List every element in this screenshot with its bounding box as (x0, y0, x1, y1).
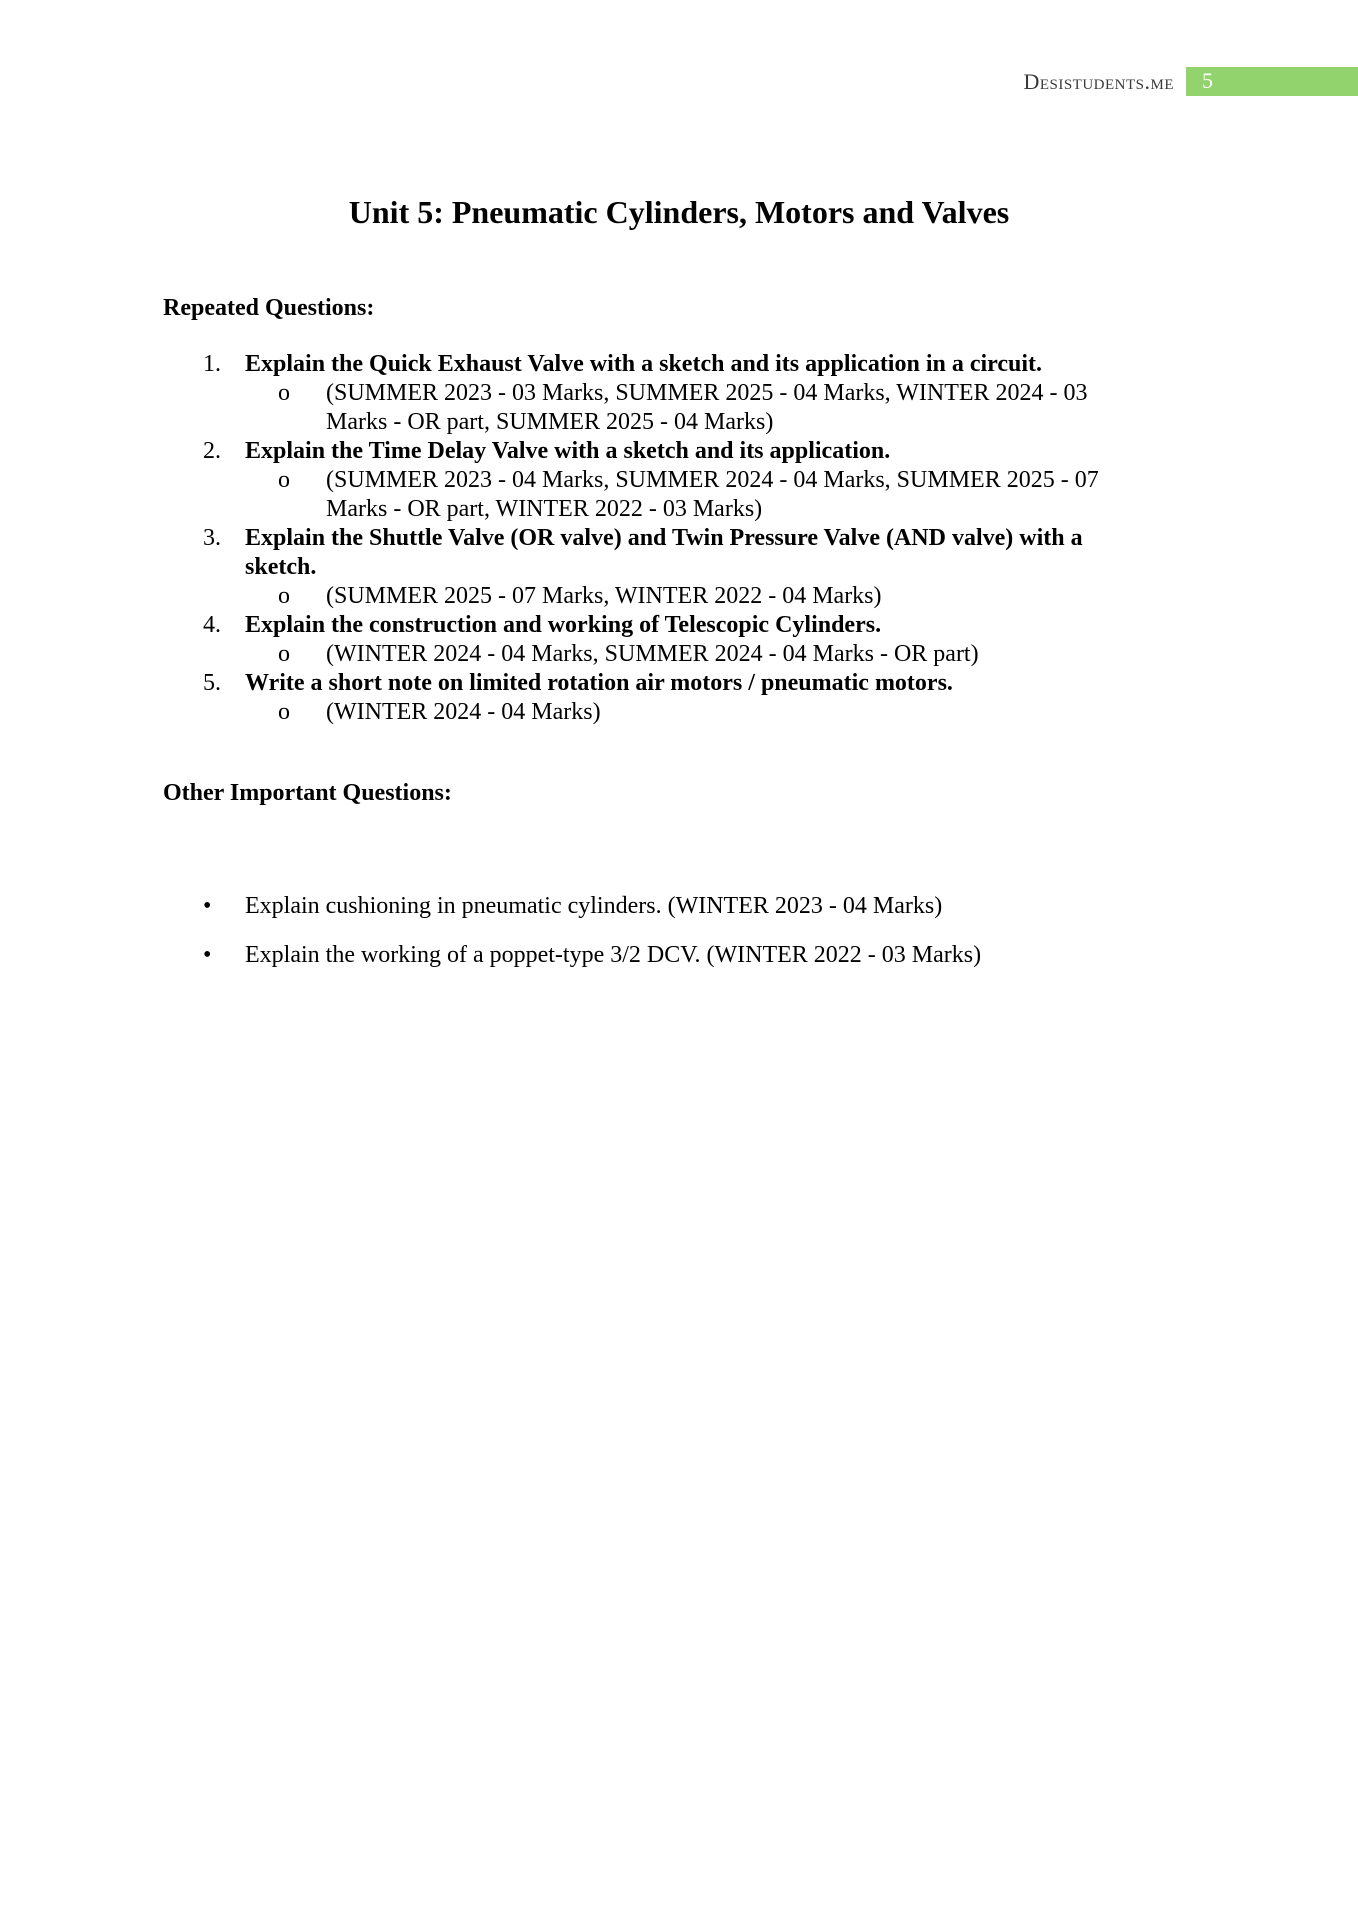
list-item (163, 941, 1163, 970)
marks-text: (SUMMER 2023 - 04 Marks, SUMMER 2024 - 04 Marks, SUMMER 2025 - 07 Marks - OR part, WINTER 2022 - 03 Marks) (326, 467, 1099, 522)
page-number-badge (1186, 67, 1358, 96)
question-marks (245, 379, 1128, 437)
question-number: 2. (203, 438, 221, 464)
marks-text: (SUMMER 2023 - 03 Marks, SUMMER 2025 - 04 Marks, WINTER 2024 - 03 Marks - OR part, SUMMER 2025 - 04 Marks) (326, 380, 1088, 435)
question-number: 1. (203, 351, 221, 377)
question-marks (245, 466, 1128, 524)
question-marks (245, 640, 1128, 669)
question-number: 3. (203, 525, 221, 551)
page-title: Unit 5: Pneumatic Cylinders, Motors and Valves (348, 194, 1010, 230)
question-marks (245, 698, 1128, 727)
marks-bullet: o (278, 699, 290, 725)
page-number: 5 (1202, 68, 1213, 93)
question-text: Explain the Time Delay Valve with a sketch and its application. (245, 438, 891, 464)
question-item (163, 350, 1163, 437)
other-questions-heading: Other Important Questions: (163, 780, 452, 806)
question-number: 5. (203, 670, 221, 696)
question-item (163, 524, 1163, 611)
list-item-text: Explain cushioning in pneumatic cylinders. (WINTER 2023 - 04 Marks) (245, 893, 943, 919)
marks-text: (SUMMER 2025 - 07 Marks, WINTER 2022 - 04 Marks) (326, 583, 882, 609)
other-questions-list (163, 892, 1163, 990)
repeated-questions-list (163, 350, 1163, 727)
question-text: Explain the Quick Exhaust Valve with a sketch and its application in a circuit. (245, 351, 1043, 377)
question-text: Explain the construction and working of Telescopic Cylinders. (245, 612, 882, 638)
repeated-questions-heading: Repeated Questions: (163, 295, 375, 321)
marks-bullet: o (278, 641, 290, 667)
question-item (163, 437, 1163, 524)
list-item-text: Explain the working of a poppet-type 3/2 DCV. (WINTER 2022 - 03 Marks) (245, 942, 982, 968)
list-item (163, 892, 1163, 921)
question-item (163, 669, 1163, 727)
header-site-name: Desistudents.me (1023, 69, 1174, 94)
marks-text: (WINTER 2024 - 04 Marks, SUMMER 2024 - 04 Marks - OR part) (326, 641, 979, 667)
marks-bullet: o (278, 380, 290, 406)
bullet-dot: • (203, 893, 212, 919)
question-text: Write a short note on limited rotation air motors / pneumatic motors. (245, 670, 953, 696)
marks-bullet: o (278, 583, 290, 609)
bullet-dot: • (203, 942, 212, 968)
question-text: Explain the Shuttle Valve (OR valve) and Twin Pressure Valve (AND valve) with a sketch. (245, 525, 1083, 580)
question-number: 4. (203, 612, 221, 638)
marks-bullet: o (278, 467, 290, 493)
marks-text: (WINTER 2024 - 04 Marks) (326, 699, 601, 725)
question-item (163, 611, 1163, 669)
question-marks (245, 582, 1128, 611)
